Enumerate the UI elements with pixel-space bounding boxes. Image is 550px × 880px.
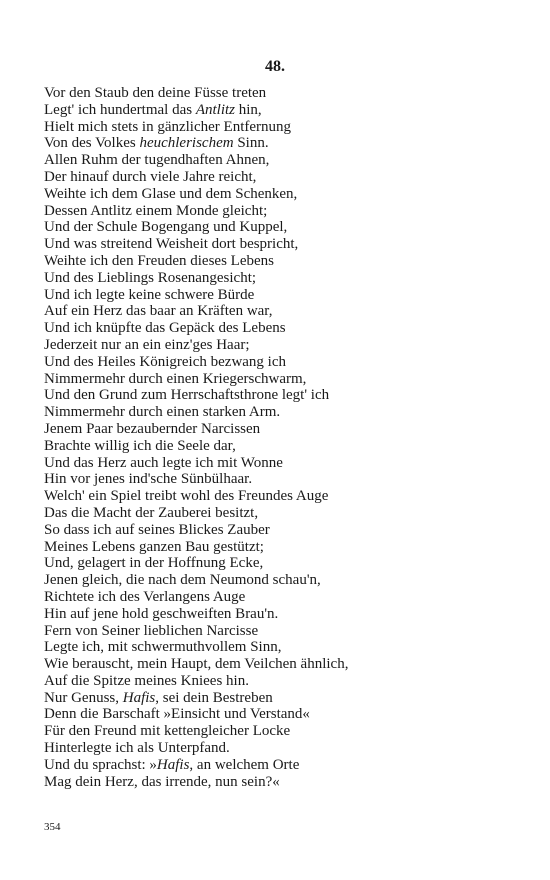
poem-line-text: So dass ich auf seines Blickes Zauber: [44, 521, 270, 538]
poem-line: [44, 85, 524, 102]
poem-line-text: Auf die Spitze meines Kniees hin.: [44, 672, 249, 689]
poem-line: [44, 539, 524, 556]
poem-number: 48.: [265, 58, 285, 75]
poem-line: [44, 270, 524, 287]
poem-line: [44, 589, 524, 606]
poem-line-italic-text: Antlitz: [195, 101, 235, 118]
poem-line-text: Der hinauf durch viele Jahre reicht,: [44, 168, 257, 185]
poem-line-italic-text: Hafis: [156, 756, 190, 773]
poem-line-text: Denn die Barschaft »Einsicht und Verstand«: [44, 706, 310, 723]
poem-line-text: Meines Lebens ganzen Bau gestützt;: [44, 538, 264, 555]
poem-line-text: Und du sprachst: »: [44, 756, 157, 773]
poem-line-text: Und, gelagert in der Hoffnung Ecke,: [44, 555, 264, 572]
poem-line-text: Und was streitend Weisheit dort bespricht,: [44, 236, 299, 253]
poem-line: [44, 169, 524, 186]
poem-line-text: Nur Genuss,: [44, 689, 123, 706]
poem-line-text: Fern von Seiner lieblichen Narcisse: [44, 622, 259, 639]
poem-line-text: Nimmermehr durch einen Kriegerschwarm,: [44, 370, 307, 387]
poem-line-text: Auf ein Herz das baar an Kräften war,: [44, 303, 273, 320]
poem-line: [44, 606, 524, 623]
poem-line: [44, 505, 524, 522]
poem-line-text: Sinn.: [233, 135, 269, 152]
poem-line: [44, 337, 524, 354]
poem-line: [44, 673, 524, 690]
poem-line: [44, 690, 524, 707]
poem-line-text: , sei dein Bestreben: [155, 689, 273, 706]
poem-line-text: Dessen Antlitz einem Monde gleicht;: [44, 202, 268, 219]
poem-line-text: Jenem Paar bezaubernder Narcissen: [44, 420, 261, 437]
poem-line: [44, 287, 524, 304]
poem-line: [44, 371, 524, 388]
poem-line: [44, 656, 524, 673]
poem-line-text: Wie berauscht, mein Haupt, dem Veilchen ähnlich,: [44, 656, 349, 673]
poem-line: [44, 488, 524, 505]
poem-line-text: Und des Lieblings Rosenangesicht;: [44, 269, 257, 286]
poem-line-text: Für den Freund mit kettengleicher Locke: [44, 723, 291, 740]
poem-line: [44, 135, 524, 152]
poem-line: [44, 723, 524, 740]
poem-line-text: Und des Heiles Königreich bezwang ich: [44, 353, 287, 370]
poem-line: [44, 236, 524, 253]
poem-line: [44, 623, 524, 640]
poem-line: [44, 119, 524, 136]
poem-line: [44, 320, 524, 337]
poem-line: [44, 152, 524, 169]
poem-line: [44, 387, 524, 404]
poem-line: [44, 774, 524, 791]
poem-line-text: Von des Volkes: [44, 135, 140, 152]
poem-line: [44, 740, 524, 757]
poem-line: [44, 102, 524, 119]
poem-line: [44, 455, 524, 472]
poem-line-text: Und der Schule Bogengang und Kuppel,: [44, 219, 288, 236]
poem-line-text: Mag dein Herz, das irrende, nun sein?«: [44, 773, 280, 790]
poem-line-text: Weihte ich den Freuden dieses Lebens: [44, 252, 274, 269]
poem-line: [44, 354, 524, 371]
poem-line-text: Welch' ein Spiel treibt wohl des Freundes Auge: [44, 488, 329, 505]
poem-line-text: Hinterlegte ich als Unterpfand.: [44, 740, 230, 757]
poem-line-text: Das die Macht der Zauberei besitzt,: [44, 504, 259, 521]
poem-line-text: Hielt mich stets in gänzlicher Entfernung: [44, 118, 292, 135]
poem-line-text: Und den Grund zum Herrschaftsthrone legt' ich: [44, 387, 330, 404]
poem-line: [44, 438, 524, 455]
poem-line: [44, 706, 524, 723]
poem-line: [44, 421, 524, 438]
poem-line-text: Und ich knüpfte das Gepäck des Lebens: [44, 320, 286, 337]
poem-line: [44, 757, 524, 774]
poem-line-text: Nimmermehr durch einen starken Arm.: [44, 404, 281, 421]
poem-line: [44, 471, 524, 488]
poem-line-text: Jederzeit nur an ein einz'ges Haar;: [44, 336, 250, 353]
poem-line-text: Richtete ich des Verlangens Auge: [44, 588, 246, 605]
poem-line-text: Und das Herz auch legte ich mit Wonne: [44, 454, 283, 471]
poem-line-italic-text: Hafis: [122, 689, 156, 706]
poem-line-text: Und ich legte keine schwere Bürde: [44, 286, 255, 303]
poem-line-text: Weihte ich dem Glase und dem Schenken,: [44, 185, 298, 202]
page-number: 354: [44, 821, 61, 833]
poem-line-text: Hin vor jenes ind'sche Sünbülhaar.: [44, 471, 253, 488]
poem-line: [44, 404, 524, 421]
poem-line-text: hin,: [235, 101, 262, 118]
poem-line: [44, 572, 524, 589]
poem-text: [44, 85, 524, 790]
poem-line: [44, 203, 524, 220]
poem-line-text: , an welchem Orte: [189, 756, 300, 773]
poem-line: [44, 555, 524, 572]
poem-line: [44, 186, 524, 203]
poem-line-text: Hin auf jene hold geschweiften Brau'n.: [44, 605, 279, 622]
poem-line-text: Legte ich, mit schwermuthvollem Sinn,: [44, 639, 282, 656]
poem-line-italic-text: heuchlerischem: [139, 135, 234, 152]
poem-line-text: Allen Ruhm der tugendhaften Ahnen,: [44, 152, 270, 169]
poem-line: [44, 253, 524, 270]
poem-line-text: Vor den Staub den deine Füsse treten: [44, 85, 267, 101]
poem-line-text: Jenen gleich, die nach dem Neumond schau'n,: [44, 572, 321, 589]
poem-line: [44, 219, 524, 236]
poem-line-text: Legt' ich hundertmal das: [44, 101, 196, 118]
poem-line: [44, 639, 524, 656]
poem-line: [44, 522, 524, 539]
poem-line: [44, 303, 524, 320]
poem-line-text: Brachte willig ich die Seele dar,: [44, 437, 236, 454]
